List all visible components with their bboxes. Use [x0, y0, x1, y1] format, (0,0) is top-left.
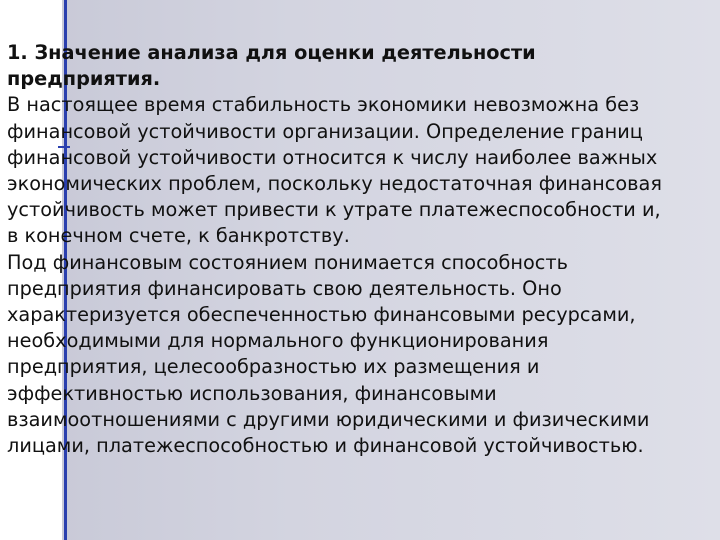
paragraph-line: финансовой устойчивости организации. Определение границ: [7, 119, 643, 143]
title-line: 1. Значение анализа для оценки деятельности: [7, 41, 536, 64]
paragraph-line: финансовой устойчивости относится к числу наиболее важных: [7, 145, 658, 169]
paragraph-line: характеризуется обеспеченностью финансовыми ресурсами,: [7, 303, 636, 327]
paragraph-line: необходимыми для нормального функционирования: [7, 329, 549, 353]
slide-content: [7, 40, 713, 459]
paragraph-line: лицами, платежеспособностью и финансовой устойчивостью.: [7, 434, 644, 458]
paragraph-line: взаимоотношениями с другими юридическими и физическими: [7, 407, 650, 431]
title-line: предприятия.: [7, 67, 161, 91]
paragraph-line: в конечном счете, к банкротству.: [7, 224, 350, 248]
paragraph-line: устойчивость может привести к утрате платежеспособности и,: [7, 198, 661, 222]
paragraph-stability: [7, 92, 713, 249]
paragraph-line: Под финансовым состоянием понимается способность: [7, 250, 568, 274]
paragraph-line: эффективностью использования, финансовыми: [7, 381, 497, 405]
paragraph-line: В настоящее время стабильность экономики невозможна без: [7, 93, 640, 117]
paragraph-financial-state: [7, 250, 713, 460]
paragraph-line: предприятия финансировать свою деятельность. Оно: [7, 276, 562, 300]
slide-title: [7, 40, 713, 92]
paragraph-line: экономических проблем, поскольку недостаточная финансовая: [7, 172, 662, 196]
paragraph-line: предприятия, целесообразностью их размещения и: [7, 355, 540, 379]
